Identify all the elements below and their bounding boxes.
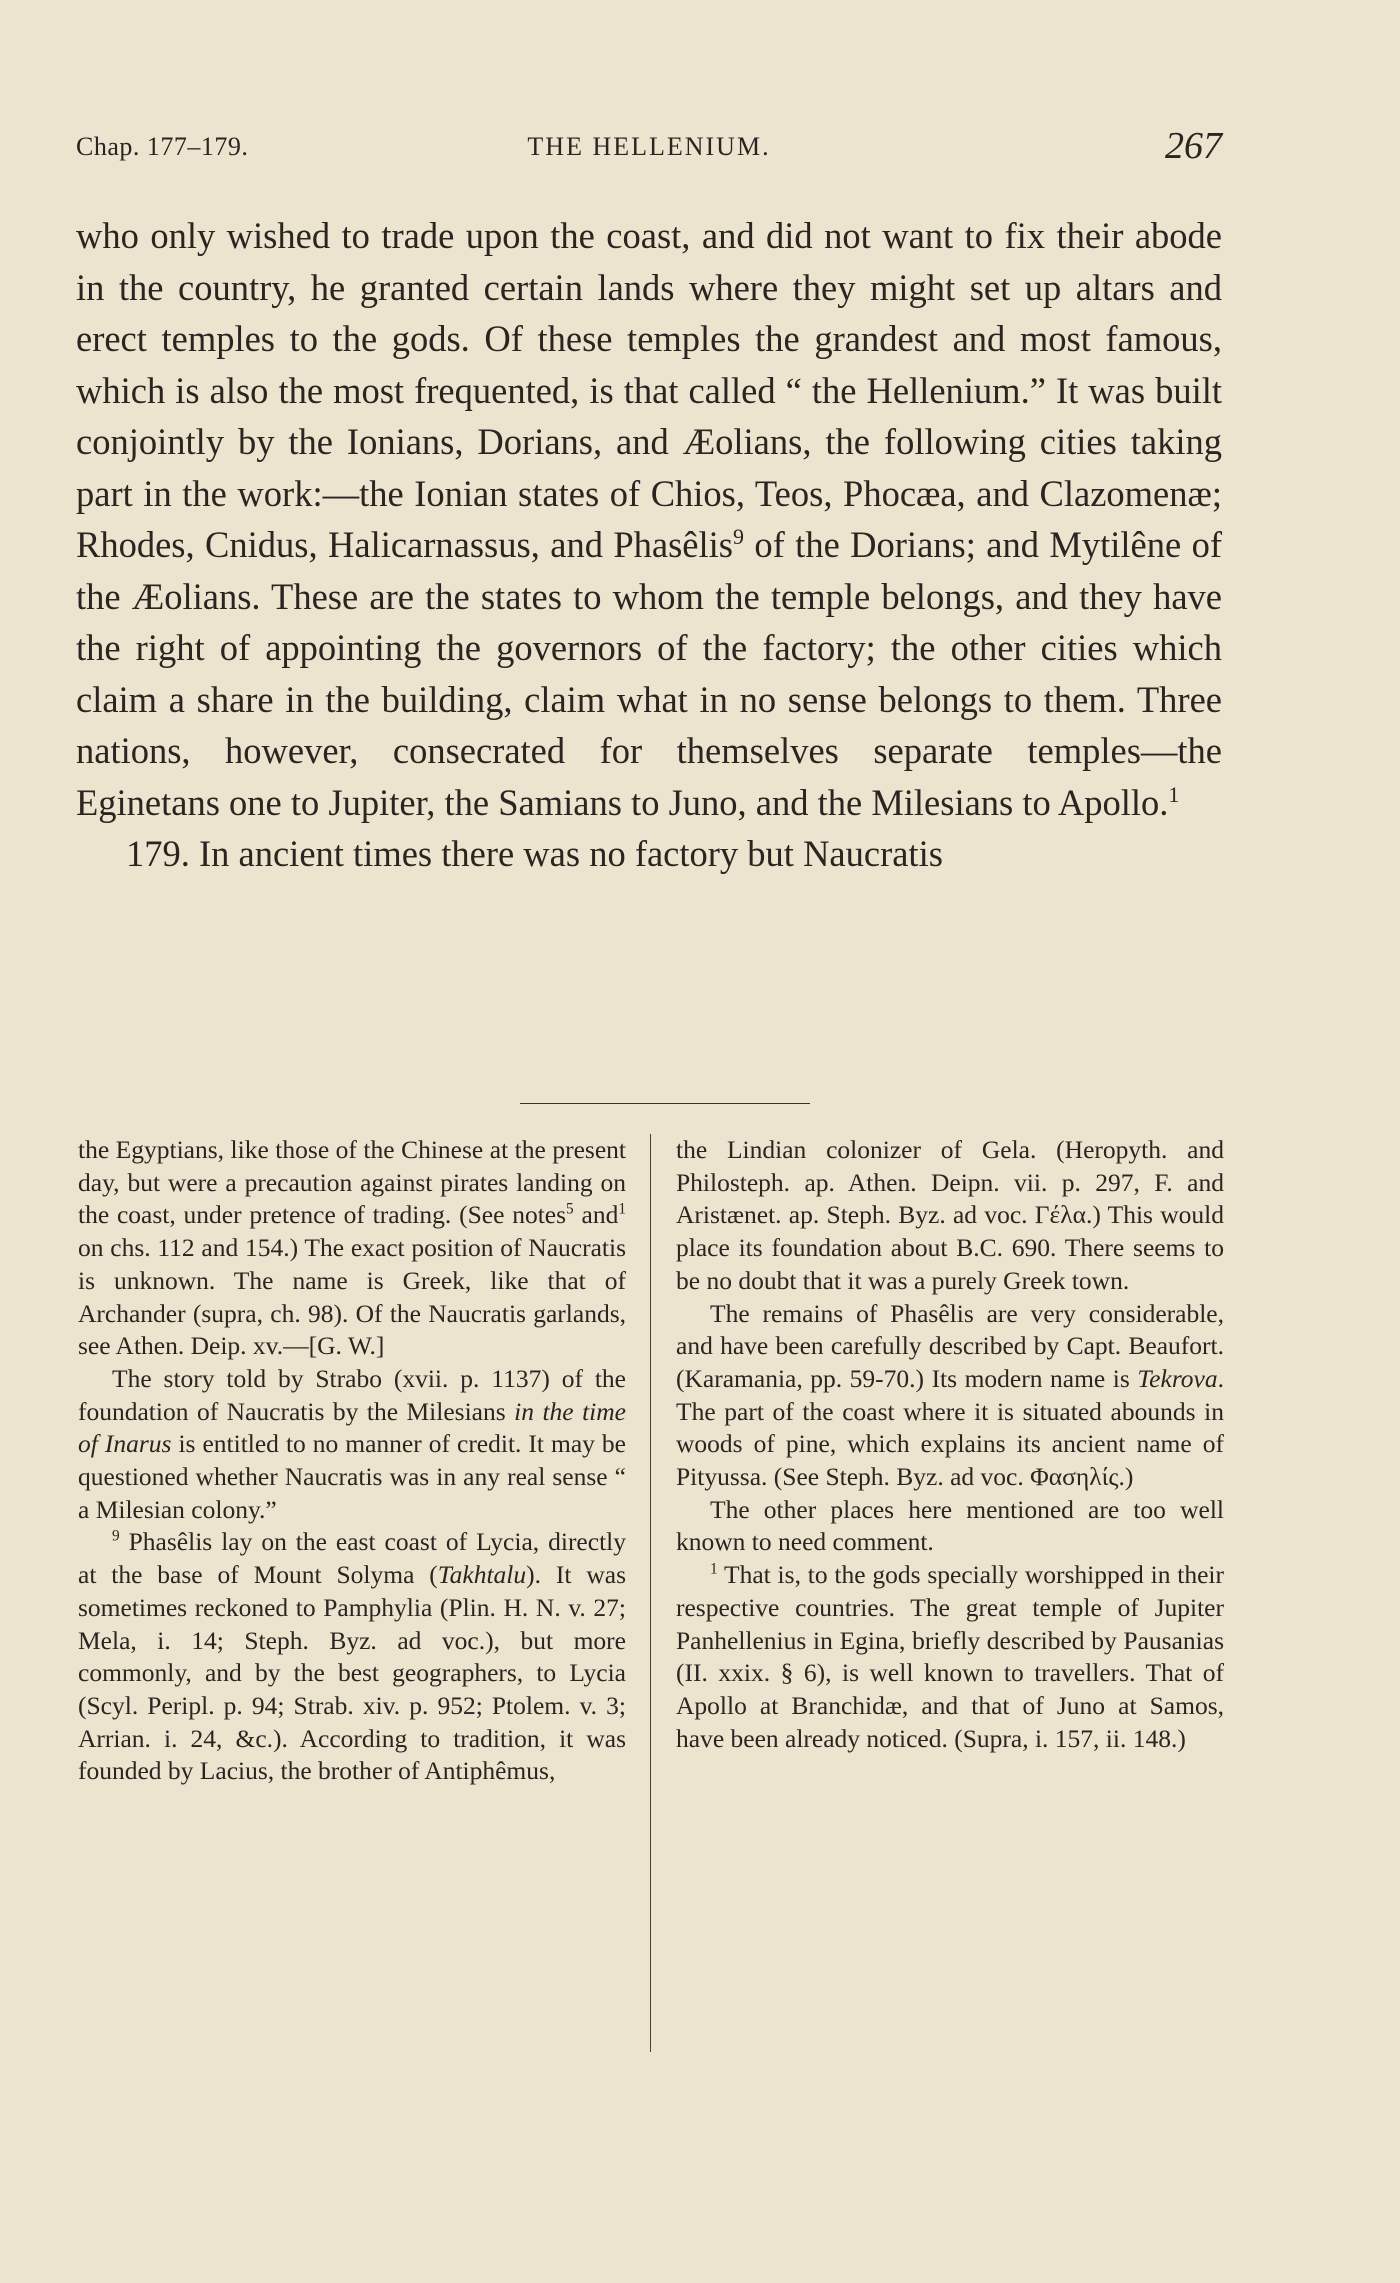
footnote-text: on chs. 112 and 154.) The exact position of Naucratis is unknown. The name is Greek, like that of Archander (supra, ch. 98). Of the Naucratis garlands, see Athen. Deip. xv.—[G. W.] [78, 1233, 626, 1361]
footnote-divider [520, 1103, 810, 1104]
footnote-italic: Tekrova [1137, 1363, 1218, 1393]
footnote [78, 1363, 626, 1527]
footnote-text: . The part of the coast where it is situated abounds in woods of pine, which explains its ancient name of Pityussa. (See Steph. Byz. ad voc. Φασηλίς.) [676, 1363, 1224, 1492]
footnotes-right-column [676, 1134, 1224, 1755]
footnote-italic: in the time of Inarus [78, 1396, 626, 1459]
footnote-number: 9 [112, 1527, 120, 1545]
main-text [76, 210, 1222, 880]
footnote-text: is entitled to no manner of credit. It may be questioned whether Naucratis was in any real sense “ a Milesian colony.” [78, 1429, 626, 1524]
footnote-ref: 5 [566, 1200, 574, 1218]
footnote-ref: 1 [618, 1200, 626, 1218]
chapter-reference: Chap. 177–179. [76, 132, 249, 161]
footnote [676, 1298, 1224, 1494]
footnote-text: ). It was sometimes reckoned to Pamphylia (Plin. H. N. v. 27; Mela, i. 14; Steph. Byz. ad voc.), but more commonly, and by the best geographers, to Lycia (Scyl. Peripl. p. 94; Strab. xiv. p. 952; Ptolem. v. 3; Arrian. i. 24, &c.). According to tradition, it was founded by Lacius, the brother of Antiphêmus, [78, 1560, 626, 1786]
footnote-text: the Egyptians, like those of the Chinese at the present day, but were a precaution against pirates landing on the coast, under pretence of trading. (See notes [78, 1135, 626, 1230]
footnotes-left-column [78, 1134, 626, 1788]
footnote-text: Phasêlis lay on the east coast of Lycia, directly at the base of Mount Solyma ( [78, 1527, 626, 1590]
page-number: 267 [1165, 125, 1222, 167]
footnote-9 [78, 1526, 626, 1788]
footnote: the Lindian colonizer of Gela. (Heropyth. and Philosteph. ap. Athen. Deipn. vii. p. 297, F. and Aristænet. ap. Steph. Byz. ad voc. Γέλα.) This would place its foundation about B.C. 690. There seems to be no doubt that it was a purely Greek town. [676, 1135, 1224, 1295]
footnote-1 [676, 1559, 1224, 1755]
running-title: THE HELLENIUM. [527, 132, 771, 161]
footnote-text: The story told by Strabo (xvii. p. 1137) of the foundation of Naucratis by the Milesians [78, 1363, 626, 1426]
footnote-text: The remains of Phasêlis are very considerable, and have been carefully described by Capt. Beaufort. (Karamania, pp. 59-70.) Its modern name is [676, 1298, 1224, 1393]
footnote: The other places here mentioned are too well known to need comment. [676, 1494, 1224, 1557]
footnote-number: 1 [710, 1560, 718, 1578]
section-paragraph-179: 179. In ancient times there was no factory but Naucratis [126, 833, 943, 874]
footnote-marker: 1 [1168, 781, 1180, 807]
footnote-text: and [573, 1200, 619, 1230]
running-head [76, 125, 1222, 168]
footnote [78, 1134, 626, 1363]
main-text-run: of the Dorians; and Mytilêne of the Æolians. These are the states to whom the temple belongs, and they have the right of appointing the governors of the factory; the other cities which claim a share in the building, claim what in no sense belongs to them. Three nations, however, consecrated for themselves separate temples—the Eginetans one to Jupiter, the Samians to Juno, and the Milesians to Apollo. [76, 524, 1222, 823]
footnote-text: That is, to the gods specially worshipped in their respective countries. The great temple of Jupiter Panhellenius in Egina, briefly described by Pausanias (II. xxix. § 6), is well known to travellers. That of Apollo at Branchidæ, and that of Juno at Samos, have been already noticed. (Supra, i. 157, ii. 148.) [676, 1560, 1224, 1753]
column-rule [650, 1134, 651, 2052]
main-paragraph [76, 210, 1222, 828]
main-text-run: who only wished to trade upon the coast, and did not want to fix their abode in the country, he granted certain lands where they might set up altars and erect temples to the gods. Of these temples the grandest and most famous, which is also the most frequented, is that called “ the Hellenium.” It was built conjointly by the Ionians, Dorians, and Æolians, the following cities taking part in the work:—the Ionian states of Chios, Teos, Phocæa, and Clazomenæ; Rhodes, Cnidus, Halicarnassus, and Phasêlis [76, 215, 1222, 565]
footnote-marker: 9 [733, 523, 744, 549]
footnote-italic: Takhtalu [437, 1560, 527, 1590]
